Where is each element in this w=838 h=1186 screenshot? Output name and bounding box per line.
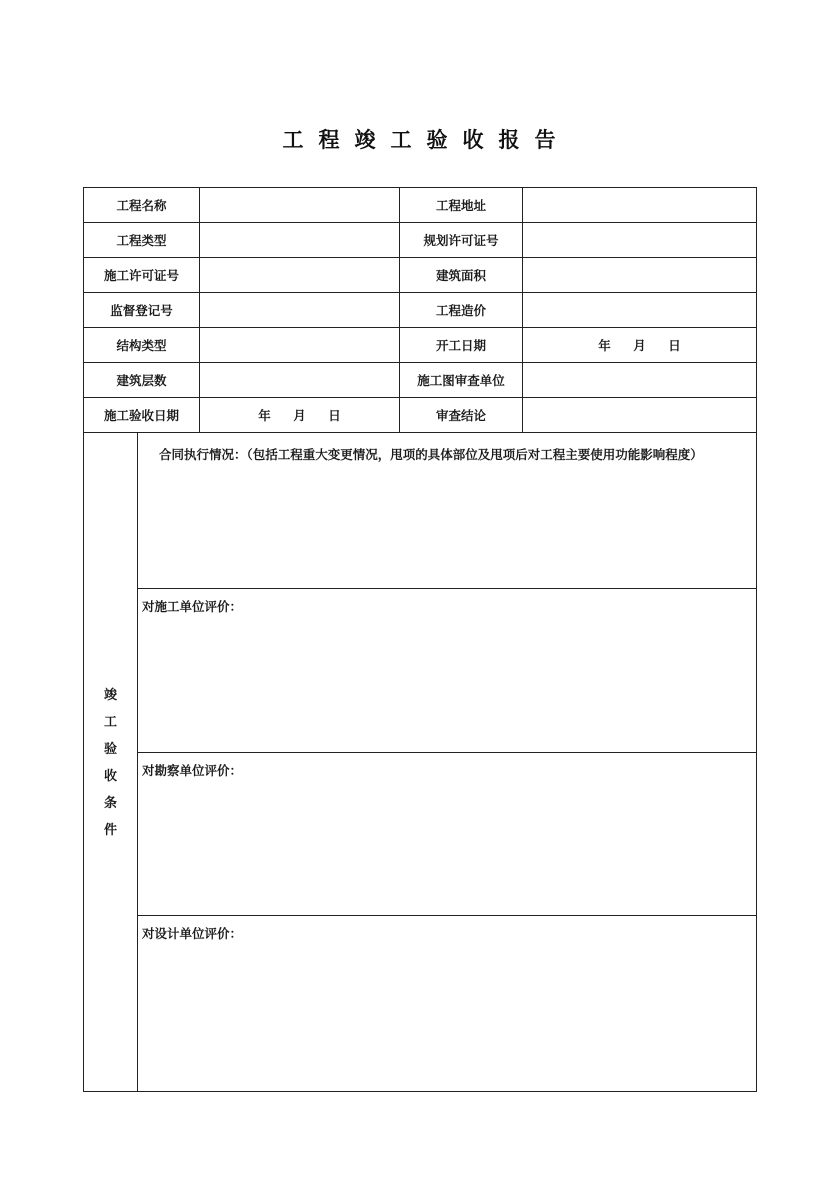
label-construction-permit-no: 施工许可证号 (84, 258, 200, 293)
label-drawing-review-unit: 施工图审查单位 (400, 363, 523, 398)
label-structure-type: 结构类型 (84, 328, 200, 363)
acceptance-conditions-content (138, 433, 756, 1091)
value-building-floors[interactable] (200, 363, 400, 398)
project-info-grid (84, 188, 756, 433)
side-label-char: 验 (103, 741, 117, 756)
label-project-cost: 工程造价 (400, 293, 523, 328)
value-project-name[interactable] (200, 188, 400, 223)
block-construction-unit-evaluation[interactable] (138, 589, 756, 753)
value-project-type[interactable] (200, 223, 400, 258)
value-acceptance-date[interactable]: 年 月 日 (200, 398, 400, 433)
value-project-cost[interactable] (523, 293, 756, 328)
value-construction-permit-no[interactable] (200, 258, 400, 293)
contract-execution-label: 合同执行情况：（包括工程重大变更情况，甩项的具体部位及甩项后对工程主要使用功能影响程度） (159, 448, 703, 462)
value-supervision-registration-no[interactable] (200, 293, 400, 328)
acceptance-conditions-section (84, 433, 756, 1091)
value-structure-type[interactable] (200, 328, 400, 363)
label-project-name: 工程名称 (84, 188, 200, 223)
side-label-completion-acceptance-conditions (84, 433, 138, 1091)
label-project-type: 工程类型 (84, 223, 200, 258)
label-acceptance-date: 施工验收日期 (84, 398, 200, 433)
label-start-date: 开工日期 (400, 328, 523, 363)
value-start-date[interactable]: 年 月 日 (523, 328, 756, 363)
value-project-address[interactable] (523, 188, 756, 223)
side-label-char: 工 (103, 714, 117, 729)
survey-unit-evaluation-label: 对勘察单位评价： (142, 764, 243, 778)
completion-report-table (83, 187, 757, 1092)
design-unit-evaluation-label: 对设计单位评价： (142, 927, 243, 941)
block-survey-unit-evaluation[interactable] (138, 753, 756, 916)
value-drawing-review-unit[interactable] (523, 363, 756, 398)
side-label-char: 竣 (103, 687, 117, 702)
value-building-area[interactable] (523, 258, 756, 293)
label-building-floors: 建筑层数 (84, 363, 200, 398)
block-contract-execution[interactable] (138, 433, 756, 589)
value-planning-permit-no[interactable] (523, 223, 756, 258)
value-review-conclusion[interactable] (523, 398, 756, 433)
side-label-char: 件 (103, 822, 117, 837)
label-review-conclusion: 审查结论 (400, 398, 523, 433)
label-building-area: 建筑面积 (400, 258, 523, 293)
side-label-char: 收 (103, 768, 117, 783)
label-supervision-registration-no: 监督登记号 (84, 293, 200, 328)
document-title: 工程竣工验收报告 (282, 129, 571, 152)
label-planning-permit-no: 规划许可证号 (400, 223, 523, 258)
construction-unit-evaluation-label: 对施工单位评价： (142, 600, 243, 614)
side-label-char: 条 (103, 795, 117, 810)
label-project-address: 工程地址 (400, 188, 523, 223)
block-design-unit-evaluation[interactable] (138, 916, 756, 1091)
